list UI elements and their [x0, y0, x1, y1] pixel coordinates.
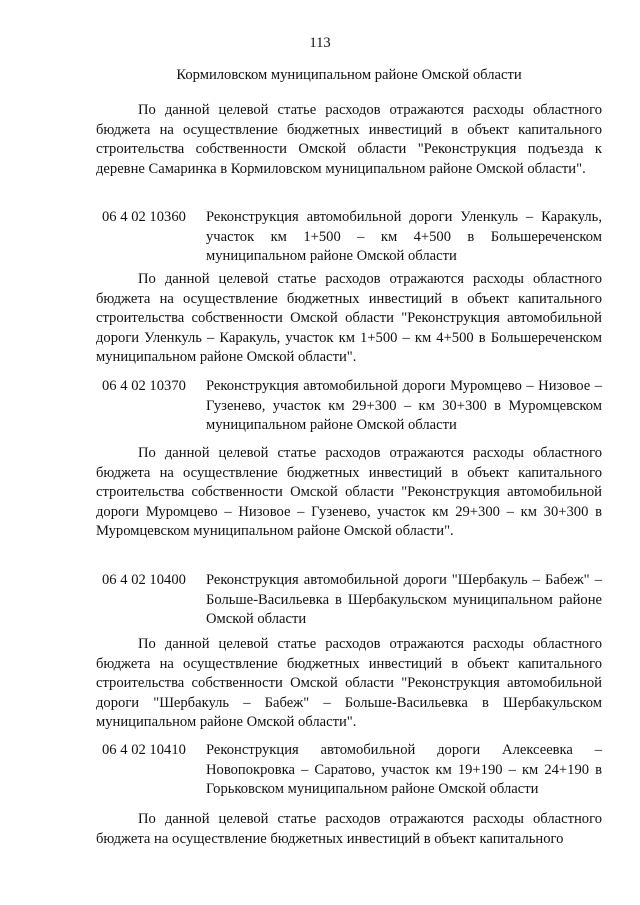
budget-code-entry-10410	[102, 741, 602, 800]
budget-code-entry-10370	[102, 377, 602, 436]
intro-heading-block	[96, 66, 602, 86]
budget-code: 06 4 02 10370	[102, 378, 186, 394]
paragraph-text: По данной целевой статье расходов отражаются расходы областного бюджета на осуществление бюджетных инвестиций в объект капитального строительства собственности Омской области "Реконструкция автомобильной дороги Уленкуль – Каракуль, участок км 1+500 – км 4+500 в Большереченском муниципальном районе Омской области".	[96, 271, 602, 365]
budget-code: 06 4 02 10360	[102, 209, 186, 225]
paragraph-text: По данной целевой статье расходов отражаются расходы областного бюджета на осуществление бюджетных инвестиций в объект капитального строительства собственности Омской области "Реконструкция автомобильной дороги Муромцево – Низовое – Гузенево, участок км 29+300 – км 30+300 в Муромцевском муниципальном районе Омской области".	[96, 445, 602, 539]
description-paragraph-5	[96, 810, 602, 849]
budget-code-entry-10400	[102, 571, 602, 630]
page-number: 113	[309, 35, 331, 51]
paragraph-text: По данной целевой статье расходов отражаются расходы областного бюджета на осуществление бюджетных инвестиций в объект капитального	[96, 811, 602, 847]
description-paragraph-1	[96, 101, 602, 179]
entry-title: Реконструкция автомобильной дороги Уленкуль – Каракуль, участок км 1+500 – км 4+500 в Большереченском муниципальном районе Омской области	[206, 209, 602, 264]
budget-code: 06 4 02 10410	[102, 742, 186, 758]
entry-title: Реконструкция автомобильной дороги Алексеевка – Новопокровка – Саратово, участок км 19+190 – км 24+190 в Горьковском муниципальном районе Омской области	[206, 742, 602, 797]
entry-title: Реконструкция автомобильной дороги "Шербакуль – Бабеж" – Больше-Васильевка в Шербакульском муниципальном районе Омской области	[206, 572, 602, 627]
budget-code: 06 4 02 10400	[102, 572, 186, 588]
description-paragraph-4	[96, 635, 602, 733]
paragraph-text: По данной целевой статье расходов отражаются расходы областного бюджета на осуществление бюджетных инвестиций в объект капитального строительства собственности Омской области "Реконструкция подъезда к деревне Самаринка в Кормиловском муниципальном районе Омской области".	[96, 102, 602, 177]
entry-title: Реконструкция автомобильной дороги Муромцево – Низовое – Гузенево, участок км 29+300 – км 30+300 в Муромцевском муниципальном районе Омской области	[206, 378, 602, 433]
description-paragraph-2	[96, 270, 602, 368]
description-paragraph-3	[96, 444, 602, 542]
section-heading-continuation: Кормиловском муниципальном районе Омской области	[176, 67, 522, 83]
budget-code-entry-10360	[102, 208, 602, 267]
paragraph-text: По данной целевой статье расходов отражаются расходы областного бюджета на осуществление бюджетных инвестиций в объект капитального строительства собственности Омской области "Реконструкция автомобильной дороги "Шербакуль – Бабеж" – Больше-Васильевка в Шербакульском муниципальном районе Омской области".	[96, 636, 602, 730]
